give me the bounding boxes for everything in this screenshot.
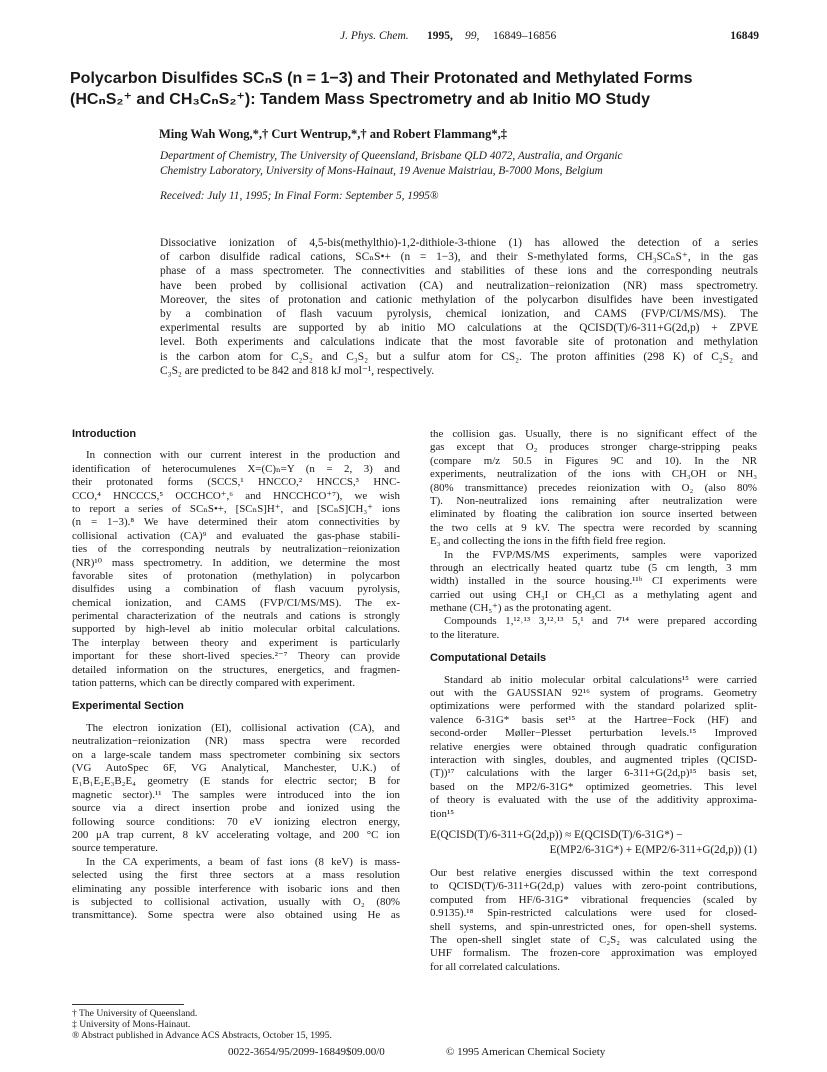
page-number: 16849 (730, 30, 759, 42)
text-line: Our best relative energies discussed within the text correspond (430, 866, 757, 879)
text-line: E₁B₁E₂E₃B₂E₄ geometry (E stands for electric sector; B for (72, 775, 400, 788)
abstract-line: level. Both experiments and calculations indicate that the most favorable site of protonation and methylation (160, 336, 758, 349)
copyright: © 1995 American Chemical Society (446, 1046, 606, 1058)
text-line: tation patterns, which can be directly compared with experiment. (72, 677, 356, 690)
text-line: chemical ionization, and CAMS (FVP/CI/MS/MS). The ex- (72, 596, 400, 609)
running-header (0, 30, 827, 46)
article-code: 0022-3654/95/2099-16849$09.00/0 (228, 1046, 385, 1058)
text-line: important for these short-lived species.²⁻⁷ Theory can provide (72, 650, 400, 663)
text-line: through an electrically heated quartz tube (5 cm length, 3 mm (430, 561, 757, 574)
text-line: (T))¹⁷ calculations with the larger 6-311+G(2d,p)¹⁵ basis set, (430, 767, 757, 780)
text-line: is subjected to collisional activation, usually with O₂ (80% (72, 895, 400, 908)
text-line: following source conditions: 70 eV ionizing electron energy, (72, 815, 400, 828)
text-line: the collision gas. Usually, there is no significant effect of the (430, 428, 757, 440)
text-line: UHF formalism. The frozen-core approximation was employed (430, 947, 757, 960)
text-line: selected using the first three sectors at a mass resolution (72, 869, 400, 882)
text-line: tion¹⁵ (430, 807, 455, 820)
text-line: width) installed in the source housing.¹¹ᵇ CI experiments were (430, 575, 757, 588)
text-line: optimizations were performed with the standard polarized split- (430, 700, 757, 713)
text-line: T). Non-neutralized ions remaining after neutralization were (430, 494, 757, 507)
footnote: † The University of Queensland. (72, 1008, 198, 1019)
text-line: the two cells at 9 kV. The spectra were recorded by scanning (430, 521, 757, 534)
text-line: carried out using CH₃I or CH₃Cl as a methylating agent and (430, 588, 757, 601)
footnotes (72, 1008, 332, 1041)
text-line: eliminating any possible interference with isobaric ions and then (72, 882, 400, 895)
abstract-line: experimental results are supported by ab initio MO calculations at the QCISD(T)/6-311+G(2d,p) + ZPVE (160, 322, 758, 335)
text-line: (NR)¹⁰ mass spectrometry. In addition, we determine the most (72, 556, 400, 569)
journal-name: J. Phys. Chem. (340, 30, 409, 42)
text-line: detailed information on the structures, energetics, and fragmen- (72, 663, 400, 676)
text-line: neutralization−reionization (NR) mass spectra were recorded (72, 735, 400, 748)
text-line: interaction with singles, doubles, and augmented triples (QCISD- (430, 753, 757, 766)
text-line: based on the MP2/6-31G* optimized geometries. This level (430, 780, 757, 793)
equation-line: E(MP2/6-31G*) + E(MP2/6-311+G(2d,p)) (1) (549, 843, 757, 856)
text-line: eliminated by floating the calibration ion source inserted between (430, 508, 757, 521)
journal-pages: 16849–16856 (493, 30, 557, 42)
text-line: methane (CH₅⁺) as the protonating agent. (430, 602, 612, 615)
received-dates: Received: July 11, 1995; In Final Form: September 5, 1995® (160, 190, 439, 202)
text-line: E₃ and collecting the ions in the fifth field free region. (430, 535, 666, 548)
text-line: to the literature. (430, 628, 500, 641)
text-line: disulfides using a combination of flash vacuum pyrolysis, (72, 583, 400, 596)
text-line: 0.9135).¹⁸ Spin-restricted calculations were used for closed- (430, 907, 757, 920)
text-line: to report a series of SCₙS•+, [SCₙS]H⁺, and [SCₙS]CH₃⁺ ions (72, 502, 400, 515)
text-line: gas except that O₂ produces stronger charge-stripping peaks (430, 441, 757, 454)
text-line: 200 μA trap current, 8 kV accelerating voltage, and 200 °C ion (72, 828, 400, 841)
text-line: shell systems, and spin-unrestricted ones, for open-shell systems. (430, 920, 757, 933)
text-line: computed from HF/6-31G* vibrational frequencies (scaled by (430, 893, 757, 906)
text-line: on a large-scale tandem mass spectrometer combining six sectors (72, 748, 400, 761)
title-line: (HCₙS₂⁺ and CH₃CₙS₂⁺): Tandem Mass Spectrometry and ab Initio MO Study (70, 91, 650, 108)
affiliation-line: Chemistry Laboratory, University of Mons-Hainaut, 19 Avenue Maistriau, B-7000 Mons, Belgium (160, 164, 603, 177)
abstract-line: of carbon disulfide radical cations, SCₙS•+ (n = 1−3), and their S-methylated forms, CH₃SCₙS⁺, in the gas (160, 251, 758, 264)
right-column (430, 428, 757, 974)
abstract (160, 236, 758, 378)
section-heading-computational: Computational Details (430, 652, 547, 665)
abstract-line: Dissociative ionization of 4,5-bis(methylthio)-1,2-dithiole-3-thione (1) has allowed the detection of a series (160, 237, 758, 249)
text-line: In the CA experiments, a beam of fast ions (8 keV) is mass- (86, 855, 400, 868)
text-line: source temperature. (72, 842, 158, 855)
text-line: The interplay between theory and experiment is particularly (72, 636, 400, 649)
journal-year: 1995, (427, 30, 453, 42)
abstract-line: by a combination of flash vacuum pyrolysis, chemical ionization, and CAMS (FVP/CI/MS/MS). The (160, 308, 758, 321)
paper-title (70, 68, 730, 110)
text-line: for all correlated calculations. (430, 960, 561, 973)
text-line: perimental characterization of the neutrals and cations is strongly (72, 610, 400, 623)
text-line: (80% transmittance) precedes reionization with O₂ (also 80% (430, 481, 757, 494)
text-line: collisional activation (CA)⁹ and evaluated the gas-phase stabili- (72, 529, 400, 542)
text-line: Standard ab initio molecular orbital calculations¹⁵ were carried (444, 673, 757, 686)
text-line: (n = 1−3).⁸ We have determined their atom connectivities by (72, 516, 400, 529)
abstract-line: have been probed by collisional activation (CA) and neutralization−reionization (NR) mass spectrometry. (160, 279, 758, 292)
text-line: second-order Møller−Plesset perturbation levels.¹⁵ Improved (430, 727, 757, 740)
text-line: favorable sites of protonation (methylation) in polycarbon (72, 569, 400, 582)
section-heading-introduction: Introduction (72, 428, 137, 440)
footnote: ‡ University of Mons-Hainaut. (72, 1019, 191, 1030)
text-line: supported by high-level ab initio molecular orbital calculations. (72, 623, 400, 636)
text-line: out with the GAUSSIAN 92¹⁶ system of programs. Geometry (430, 687, 757, 700)
abstract-line: C₃S₂ are predicted to be 842 and 818 kJ mol⁻¹, respectively. (160, 364, 435, 377)
abstract-line: phase of a mass spectrometer. The connectivities and stabilities of these ions and the corresponding neutrals (160, 265, 758, 278)
text-line: Compounds 1,¹²˒¹³ 3,¹²˒¹³ 5,¹ and 7¹⁴ were prepared according (444, 615, 757, 628)
text-line: transmittance). Some spectra were also obtained using He as (72, 909, 400, 922)
footnote-divider (72, 1004, 184, 1005)
journal-volume: 99, (465, 30, 480, 42)
text-line: magnetic sector).¹¹ The samples were introduced into the ion (72, 788, 400, 801)
text-line: CCO,⁴ HNCCCS,⁵ OCCHCO⁺,⁶ and HNCCHCO⁺⁷), we wish (72, 489, 400, 502)
text-line: (compare m/z 50.5 in Figures 9C and 10). In the NR (430, 454, 757, 467)
text-line: valence 6-31G* basis set¹⁵ at the Hartree−Fock (HF) and (430, 713, 757, 726)
footnote: ® Abstract published in Advance ACS Abstracts, October 15, 1995. (72, 1030, 332, 1041)
author-list: Ming Wah Wong,*,† Curt Wentrup,*,† and Robert Flammang*,‡ (159, 127, 507, 141)
equation-line: E(QCISD(T)/6-311+G(2d,p)) ≈ E(QCISD(T)/6-31G*) − (430, 828, 683, 841)
affiliations (160, 149, 760, 178)
text-line: of theory is evaluated with the use of the additivity approxima- (430, 794, 757, 807)
abstract-line: Moreover, the sites of protonation and cationic methylation of the polycarbon disulfides have been investigated (160, 293, 758, 306)
text-line: identification of heterocumulenes X=(C)ₙ=Y (n = 2, 3) and (72, 462, 400, 475)
text-line: experiments, neutralization of the ions with CH₃OH or NH₃ (430, 468, 757, 481)
text-line: In the FVP/MS/MS experiments, samples were vaporized (444, 548, 757, 561)
text-line: source via a direct insertion probe and ionized using the (72, 802, 400, 815)
section-heading-experimental: Experimental Section (72, 700, 184, 713)
left-column (72, 428, 400, 923)
abstract-line: is the carbon atom for C₂S₂ and C₃S₂ but a sulfur atom for CS₂. The proton affinities (298 K) of C₂S₂ and (160, 350, 758, 363)
text-line: their protonated forms (SCCS,¹ HNCCO,² HNCCS,³ HNC- (72, 476, 400, 489)
text-line: In connection with our current interest in the production and (86, 449, 400, 462)
text-line: The electron ionization (EI), collisional activation (CA), and (86, 721, 400, 734)
text-line: The open-shell singlet state of C₂S₂ was calculated using the (430, 933, 757, 946)
text-line: relative energies were obtained through quadratic configuration (430, 740, 757, 753)
text-line: to QCISD(T)/6-311+G(2d,p) values with zero-point contributions, (430, 880, 757, 893)
text-line: (VG AutoSpec 6F, VG Analytical, Manchester, U.K.) of (72, 761, 400, 774)
text-line: ties of the corresponding neutrals by neutralization−reionization (72, 543, 400, 556)
title-line: Polycarbon Disulfides SCₙS (n = 1−3) and Their Protonated and Methylated Forms (70, 70, 693, 87)
affiliation-line: Department of Chemistry, The University of Queensland, Brisbane QLD 4072, Australia, and Organic (160, 150, 623, 162)
